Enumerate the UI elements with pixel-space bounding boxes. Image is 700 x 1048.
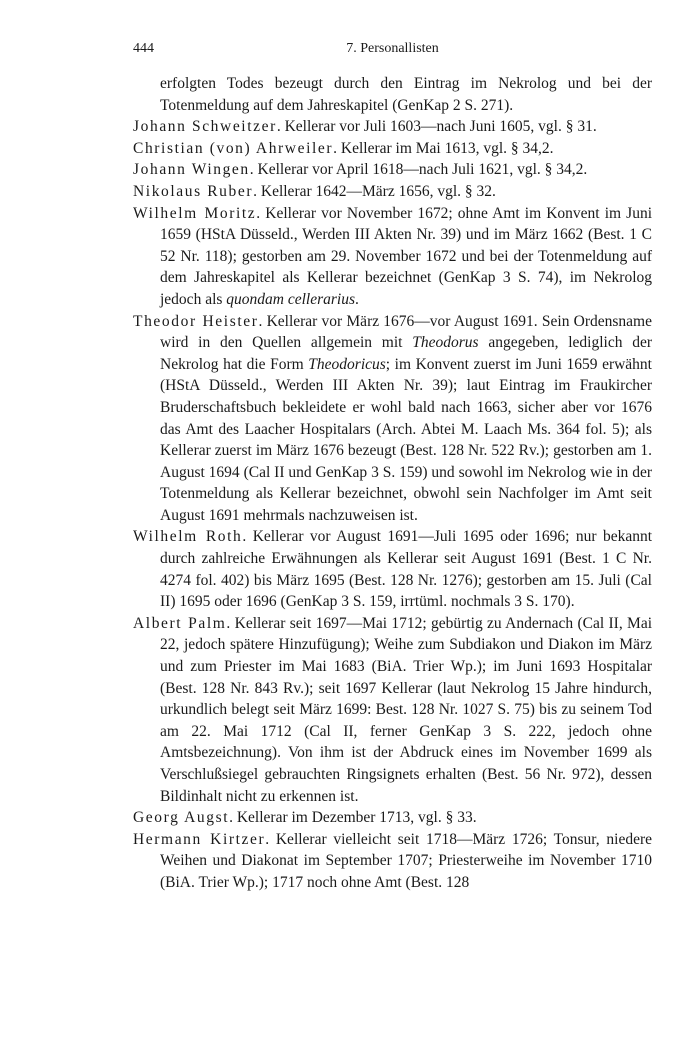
- list-entry: [133, 829, 652, 894]
- entry-text: . Kellerar im Mai 1613, vgl. § 34,2.: [333, 139, 554, 157]
- italic-term: quondam cellerarius: [226, 290, 356, 308]
- entry-text: angegeben, lediglich der Nekrolog hat die Form: [160, 334, 652, 373]
- entry-text: . Kellerar vor August 1691—Juli 1695 oder 1696; nur bekannt durch zahlreiche Erwähnungen als Kellerar seit August 1691 (Best. 1 C Nr. 4274 fol. 402) bis März 1695 (Best. 128 Nr. 1276); gestorben am 15. Juli (Cal II) 1695 oder 1696 (GenKap 3 S. 159, irrtüml. nochmals 3 S. 170).: [160, 528, 653, 611]
- entry-name: Nikolaus Ruber: [133, 182, 254, 200]
- entry-text: . Kellerar seit 1697—Mai 1712; gebürtig zu Andernach (Cal II, Mai 22, jedoch spätere Hinzufügung); Weihe zum Subdiakon und Diakon im März und zum Priester im Mai 1683 (BiA. Trier Wp.); im Juni 1693 Hospitalar (Best. 128 Nr. 843 Rv.); seit 1697 Kellerar (laut Nekrolog 15 Jahre hindurch, urkundlich belegt seit März 1699: Best. 128 Nr. 1027 S. 75) bis zu seinem Tod am 22. Mai 1712 (Cal II, ferner GenKap 3 S. 222, jedoch ohne Amtsbezeichnung). Von ihm ist der Abdruck eines im November 1699 als Verschlußsiegel gebrauchten Ringsignets erhalten (Best. 56 Nr. 972), dessen Bildinhalt nicht zu erkennen ist.: [160, 614, 653, 805]
- entry-text: . Kellerar vor November 1672; ohne Amt im Konvent im Juni 1659 (HStA Düsseld., Werden III Akten Nr. 39) und im März 1662 (Best. 1 C 52 Nr. 118); gestorben am 29. November 1672 und bei der Totenmeldung auf dem Jahreskapitel als Kellerar bezeichnet (GenKap 3 S. 74), im Nekrolog jedoch als: [160, 204, 652, 308]
- entry-text: . Kellerar 1642—März 1656, vgl. § 32.: [253, 182, 496, 200]
- entry-name: Hermann Kirtzer: [133, 830, 266, 848]
- entry-text: ; im Konvent zuerst im Juni 1659 erwähnt (HStA Düsseld., Werden III Akten Nr. 39); laut Eintrag im Fraukircher Bruderschaftsbuch bekleidete er wohl bald nach 1663, sicher aber vor 1676 das Amt des Laacher Hospitalars (Arch. Abtei M. Laach Ms. 364 fol. 5); als Kellerar zuerst im März 1676 bezeugt (Best. 128 Nr. 522 Rv.); gestorben am 1. August 1694 (Cal II und GenKap 3 S. 159) und sowohl im Nekrolog wie in der Totenmeldung als Kellerar bezeichnet, obwohl sein Nachfolger im Amt seit August 1691 mehrmals nachzuweisen ist.: [160, 355, 652, 524]
- list-entry: [133, 613, 652, 807]
- list-entry: [133, 181, 652, 203]
- entry-text: . Kellerar vor April 1618—nach Juli 1621, vgl. § 34,2.: [249, 161, 588, 179]
- entry-text: . Kellerar im Dezember 1713, vgl. § 33.: [229, 809, 477, 827]
- list-entry: [133, 203, 652, 311]
- italic-term: Theodoricus: [308, 355, 386, 373]
- entry-text: . Kellerar vor März 1676—vor August 1691. Sein Ordensname wird in den Quellen allgemein mit: [160, 312, 652, 352]
- entry-text: .: [355, 290, 359, 308]
- entry-name: Georg Augst: [133, 809, 230, 827]
- entry-name: Johann Schweitzer: [133, 118, 277, 136]
- entry-name: Wilhelm Moritz: [133, 204, 257, 222]
- entry-name: Albert Palm: [133, 614, 227, 632]
- list-entry-continuation: erfolgten Todes bezeugt durch den Eintrag im Nekrolog und bei der Totenmeldung auf dem Jahreskapitel (GenKap 2 S. 271).: [160, 75, 652, 114]
- italic-term: Theodorus: [412, 334, 479, 352]
- list-entry: [133, 526, 652, 612]
- entry-name: Johann Wingen: [133, 161, 250, 179]
- entry-text: . Kellerar vor Juli 1603—nach Juni 1605, vgl. § 31.: [276, 118, 597, 136]
- list-entry: [133, 116, 652, 138]
- entry-name: Theodor Heister: [133, 312, 259, 330]
- entry-text: . Kellerar vielleicht seit 1718—März 1726; Tonsur, niedere Weihen und Diakonat im September 1707; Priesterweihe im November 1710 (BiA. Trier Wp.); 1717 noch ohne Amt (Best. 128: [160, 830, 653, 891]
- running-title: 7. Personallisten: [346, 41, 439, 56]
- entry-name: Wilhelm Roth: [133, 528, 243, 546]
- page-number: 444: [133, 41, 154, 56]
- list-entry: [133, 138, 652, 160]
- entry-name: Christian (von) Ahrweiler: [133, 139, 334, 157]
- page-header: [133, 41, 652, 61]
- list-entry: [133, 311, 652, 527]
- list-entry: [133, 807, 652, 829]
- list-entry: [133, 159, 652, 181]
- personnel-list: [133, 73, 652, 894]
